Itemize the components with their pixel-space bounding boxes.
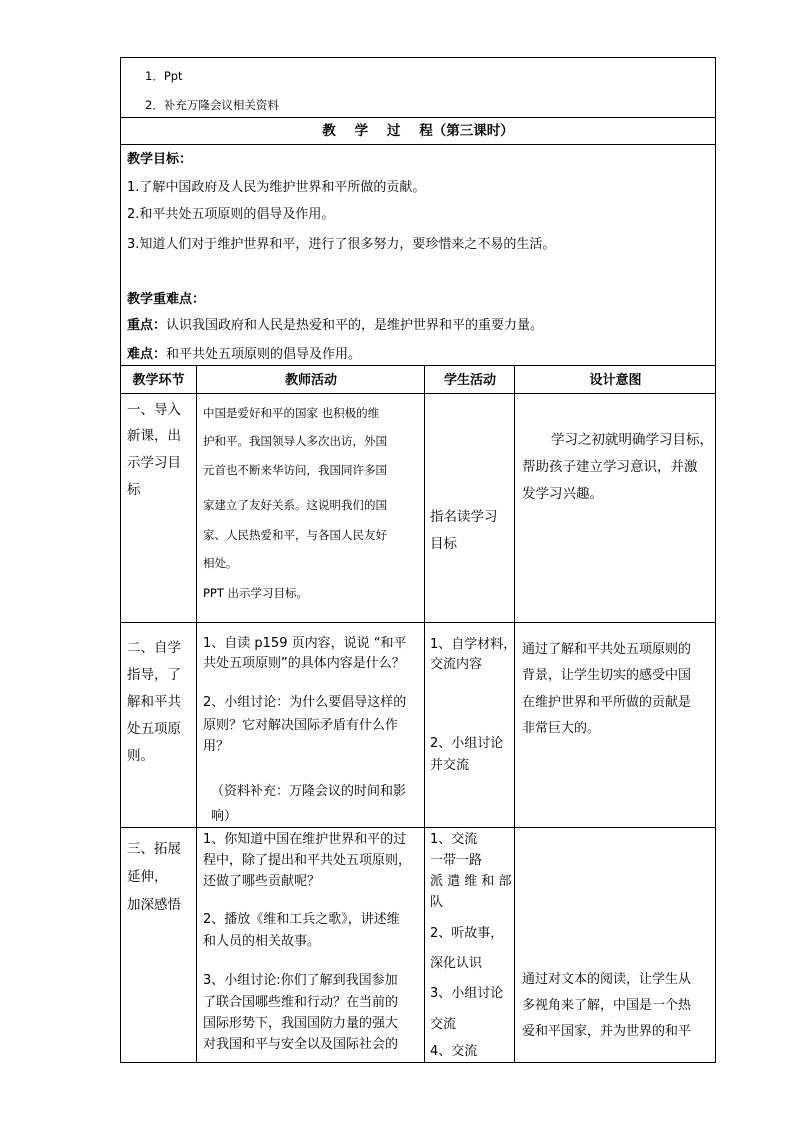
row1-student-line: 目标 <box>430 536 457 552</box>
row3-teacher-line: 2、播放《维和工兵之歌》，讲述维 <box>203 912 400 927</box>
row1-teacher-line: 相处。 <box>203 556 238 570</box>
row3-teacher-line: 了联合国哪些维和行动？在当前的 <box>203 995 399 1010</box>
row3-teacher-line: 和人员的相关故事。 <box>203 934 321 949</box>
row3-teacher-line: 对我国和平与安全以及国际社会的 <box>203 1037 399 1052</box>
difficult-label: 难点： <box>127 347 167 362</box>
row2-stage-line: 则。 <box>127 748 154 764</box>
row1-stage-line: 示学习目 <box>127 455 181 471</box>
row1-design-line: 帮助孩子建立学习意识，并激 <box>522 459 698 475</box>
row3-stage-line: 延伸， <box>127 869 168 885</box>
row3-teacher-line: 1、你知道中国在维护世界和平的过 <box>203 832 407 847</box>
row1-teacher-line: 元首也不断来华访问，我国同许多国 <box>203 463 387 477</box>
row2-stage-line: 处五项原 <box>127 721 181 737</box>
row2-design-line: 在维护世界和平所做的贡献是 <box>522 695 692 710</box>
difficult-point-line <box>127 347 361 363</box>
goals-heading: 教学目标： <box>127 152 193 167</box>
row3-student-line: 4、交流 <box>430 1044 478 1059</box>
row2-design-line: 通过了解和平共处五项原则的 <box>522 642 692 657</box>
row2-teacher-line: 用？ <box>203 739 230 754</box>
row3-teacher-line: 国际形势下，我国国防力量的强大 <box>203 1016 399 1031</box>
material-item-2: 2．补充万隆会议相关资料 <box>145 98 279 112</box>
key-points-heading: 教学重难点： <box>127 292 206 307</box>
row1-stage-line: 新课，出 <box>127 428 181 444</box>
difficult-text: 和平共处五项原则的倡导及作用。 <box>166 347 362 362</box>
row1-teacher-line: 家建立了友好关系。这说明我们的国 <box>203 498 387 512</box>
header-stage: 教学环节 <box>132 373 185 388</box>
material-item-1: 1．Ppt <box>145 69 183 83</box>
row3-student-line: 深化认识 <box>430 956 483 971</box>
row2-design-line: 非常巨大的。 <box>522 721 601 736</box>
row3-teacher-line: 还做了哪些贡献呢？ <box>203 874 321 889</box>
row2-teacher-line: 2、小组讨论：为什么要倡导这样的 <box>203 695 407 710</box>
row3-student-line: 派 遣 维 和 部 <box>430 874 512 889</box>
row3-student-line: 交流 <box>430 1017 457 1032</box>
row2-stage-line: 解和平共 <box>127 694 181 710</box>
row2-student-line: 交流内容 <box>430 657 483 672</box>
row1-stage-line: 标 <box>127 482 141 498</box>
header-student: 学生活动 <box>443 373 496 388</box>
row3-stage-line: 加深感悟 <box>127 897 181 913</box>
row3-student-line: 2、听故事， <box>430 926 504 941</box>
row3-student-line: 一带一路 <box>430 853 483 868</box>
row2-stage-line: 指导，了 <box>127 667 181 683</box>
key-text: 认识我国政府和人民是热爱和平的，是维护世界和平的重要力量。 <box>166 318 544 333</box>
row3-stage-line: 三、拓展 <box>127 841 181 857</box>
row2-student-line: 并交流 <box>430 758 470 773</box>
section-title: 教 学 过 程（第三课时） <box>322 123 514 139</box>
goal-item-2: 2.和平共处五项原则的倡导及作用。 <box>127 207 335 222</box>
header-teacher: 教师活动 <box>284 373 337 388</box>
row3-student-line: 3、小组讨论 <box>430 986 504 1001</box>
row3-teacher-line: 3、小组讨论:你们了解到我国参加 <box>203 973 398 988</box>
row1-teacher-line: 家、人民热爱和平，与各国人民友好 <box>203 528 387 542</box>
row3-student-line: 队 <box>430 895 444 910</box>
key-point-line <box>127 318 543 334</box>
row2-student-line: 2、小组讨论 <box>430 736 504 751</box>
row3-student-line: 1、交流 <box>430 832 478 847</box>
row1-teacher-line: 中国是爱好和平的国家 也积极的维 <box>203 406 380 420</box>
row1-teacher-line: 护和平。我国领导人多次出访，外国 <box>203 434 387 448</box>
row3-design-line: 爱和平国家，并为世界的和平 <box>522 1024 692 1039</box>
row2-teacher-line: 1、自读 p159 页内容，说说 “和平 <box>203 636 407 651</box>
row3-teacher-line: 程中，除了提出和平共处五项原则， <box>203 853 412 868</box>
row2-stage-line: 二、自学 <box>127 640 181 656</box>
row2-teacher-line: （资料补充：万隆会议的时间和影 <box>211 784 407 799</box>
header-design: 设计意图 <box>589 373 642 388</box>
row2-design-line: 背景，让学生切实的感受中国 <box>522 668 692 683</box>
row1-teacher-line: PPT 出示学习目标。 <box>203 586 309 600</box>
row1-design-line: 学习之初就明确学习目标， <box>551 432 713 448</box>
row1-stage-line: 一、导入 <box>127 402 181 418</box>
goal-item-1: 1.了解中国政府及人民为维护世界和平所做的贡献。 <box>127 180 426 195</box>
goal-item-3: 3.知道人们对于维护世界和平，进行了很多努力，要珍惜来之不易的生活。 <box>127 237 556 252</box>
row3-design-line: 通过对文本的阅读，让学生从 <box>522 972 692 987</box>
row2-teacher-line: 原则？它对解决国际矛盾有什么作 <box>203 718 399 733</box>
row3-design-line: 多视角来了解，中国是一个热 <box>522 998 692 1013</box>
row2-teacher-line: 响） <box>211 809 238 824</box>
row2-student-line: 1、自学材料， <box>430 637 517 652</box>
row2-teacher-line: 共处五项原则”的具体内容是什么？ <box>203 656 405 671</box>
row1-design-line: 发学习兴趣。 <box>522 486 603 502</box>
row1-student-line: 指名读学习 <box>430 509 498 525</box>
key-label: 重点： <box>127 318 167 333</box>
